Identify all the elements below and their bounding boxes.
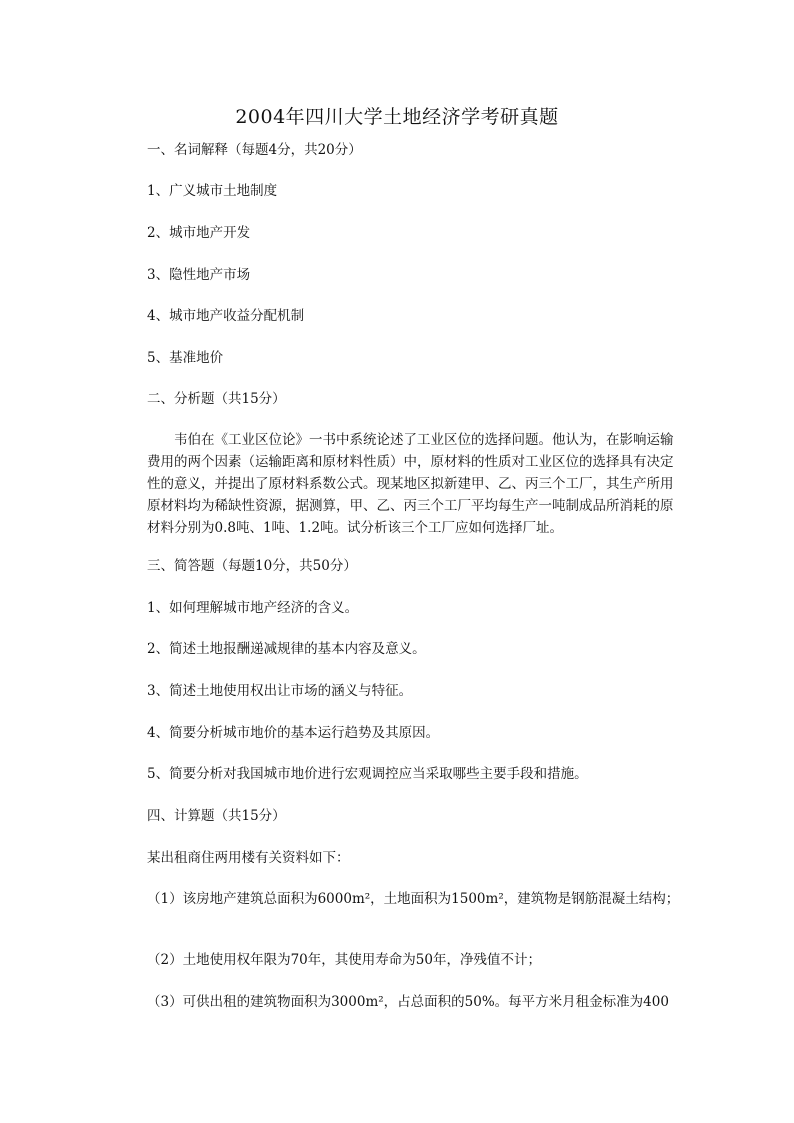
paragraph-line: 费用的两个因素（运输距离和原材料性质）中，原材料的性质对工业区位的选择具有决定 [147,454,674,470]
list-item: 4、城市地产收益分配机制 [147,308,305,324]
paragraph-line: 韦伯在《工业区位论》一书中系统论述了工业区位的选择问题。他认为，在影响运输 [174,432,674,448]
list-item: 2、简述土地报酬递减规律的基本内容及意义。 [147,641,426,657]
paragraph-line: 性的意义，并提出了原材料系数公式。现某地区拟新建甲、乙、丙三个工厂，其生产所用 [147,476,674,492]
list-item: 1、如何理解城市地产经济的含义。 [147,600,359,616]
section-heading-2: 二、分析题（共15分） [147,391,286,407]
list-item: 5、简要分析对我国城市地价进行宏观调控应当采取哪些主要手段和措施。 [147,766,588,782]
list-item: 3、简述土地使用权出让市场的涵义与特征。 [147,683,413,699]
list-item: 1、广义城市土地制度 [147,183,278,199]
list-item: 4、简要分析城市地价的基本运行趋势及其原因。 [147,725,440,741]
list-item: 2、城市地产开发 [147,225,251,241]
section-heading-3: 三、简答题（每题10分，共50分） [147,558,357,574]
list-item: 5、基准地价 [147,350,224,366]
document-title: 2004年四川大学土地经济学考研真题 [235,106,559,128]
list-item: （2）土地使用权年限为70年，其使用寿命为50年，净残值不计； [147,952,541,968]
section-heading-1: 一、名词解释（每题4分，共20分） [147,142,362,158]
analysis-paragraph [147,429,674,539]
calc-intro: 某出租商住两用楼有关资料如下： [147,850,350,866]
paragraph-line: 材料分别为0.8吨、1吨、1.2吨。试分析该三个工厂应如何选择厂址。 [147,520,564,536]
section-heading-4: 四、计算题（共15分） [147,808,286,824]
list-item: （1）该房地产建筑总面积为6000m²，土地面积为1500m²，建筑物是钢筋混凝土结构； [147,891,680,907]
list-item: 3、隐性地产市场 [147,267,251,283]
list-item: （3）可供出租的建筑物面积为3000m²，占总面积的50%。每平方米月租金标准为400 [147,994,669,1010]
paragraph-line: 原材料均为稀缺性资源，据测算，甲、乙、丙三个工厂平均每生产一吨制成品所消耗的原 [147,498,674,514]
